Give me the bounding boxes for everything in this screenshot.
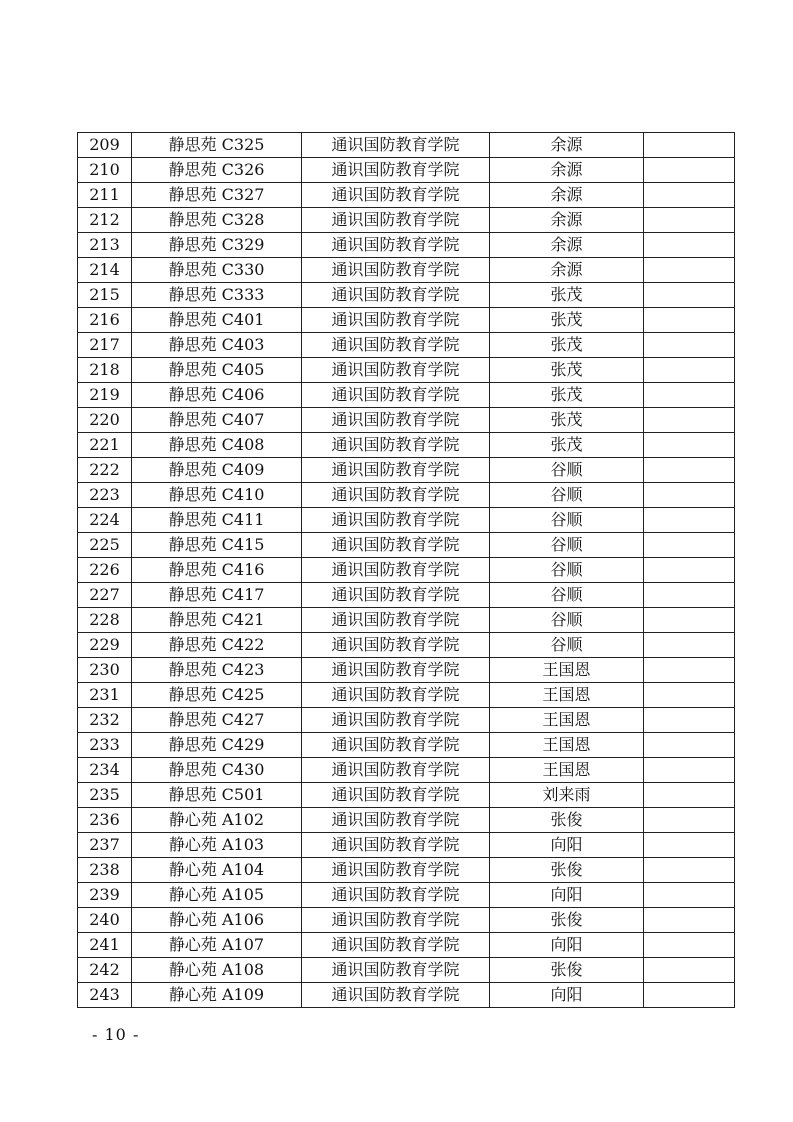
table-row: [78, 658, 735, 683]
person-cell: 张俊: [490, 858, 644, 883]
table-row: [78, 883, 735, 908]
room-cell: 静思苑 C333: [132, 283, 302, 308]
college-cell: 通识国防教育学院: [302, 308, 490, 333]
row-number-cell: 237: [78, 833, 132, 858]
row-number-cell: 233: [78, 733, 132, 758]
room-cell: 静思苑 C407: [132, 408, 302, 433]
row-number-cell: 241: [78, 933, 132, 958]
table-row: [78, 333, 735, 358]
college-cell: 通识国防教育学院: [302, 333, 490, 358]
table-row: [78, 133, 735, 158]
room-cell: 静思苑 C408: [132, 433, 302, 458]
note-cell: [644, 733, 735, 758]
table-row: [78, 433, 735, 458]
person-cell: 张茂: [490, 333, 644, 358]
row-number-cell: 223: [78, 483, 132, 508]
row-number-cell: 213: [78, 233, 132, 258]
college-cell: 通识国防教育学院: [302, 883, 490, 908]
row-number-cell: 228: [78, 608, 132, 633]
note-cell: [644, 208, 735, 233]
note-cell: [644, 908, 735, 933]
room-cell: 静思苑 C327: [132, 183, 302, 208]
note-cell: [644, 283, 735, 308]
table-row: [78, 283, 735, 308]
row-number-cell: 222: [78, 458, 132, 483]
note-cell: [644, 408, 735, 433]
college-cell: 通识国防教育学院: [302, 733, 490, 758]
row-number-cell: 235: [78, 783, 132, 808]
note-cell: [644, 183, 735, 208]
room-cell: 静思苑 C401: [132, 308, 302, 333]
college-cell: 通识国防教育学院: [302, 483, 490, 508]
college-cell: 通识国防教育学院: [302, 508, 490, 533]
college-cell: 通识国防教育学院: [302, 958, 490, 983]
person-cell: 王国恩: [490, 733, 644, 758]
row-number-cell: 211: [78, 183, 132, 208]
row-number-cell: 209: [78, 133, 132, 158]
room-cell: 静心苑 A106: [132, 908, 302, 933]
row-number-cell: 234: [78, 758, 132, 783]
college-cell: 通识国防教育学院: [302, 183, 490, 208]
table-row: [78, 583, 735, 608]
room-cell: 静思苑 C325: [132, 133, 302, 158]
table-row: [78, 258, 735, 283]
room-cell: 静心苑 A103: [132, 833, 302, 858]
room-cell: 静心苑 A104: [132, 858, 302, 883]
note-cell: [644, 633, 735, 658]
room-cell: 静思苑 C423: [132, 658, 302, 683]
note-cell: [644, 683, 735, 708]
room-cell: 静思苑 C405: [132, 358, 302, 383]
room-cell: 静心苑 A109: [132, 983, 302, 1008]
room-cell: 静心苑 A107: [132, 933, 302, 958]
table-row: [78, 908, 735, 933]
room-cell: 静思苑 C329: [132, 233, 302, 258]
row-number-cell: 219: [78, 383, 132, 408]
row-number-cell: 240: [78, 908, 132, 933]
table-row: [78, 308, 735, 333]
room-cell: 静思苑 C425: [132, 683, 302, 708]
row-number-cell: 216: [78, 308, 132, 333]
table-row: [78, 933, 735, 958]
person-cell: 谷顺: [490, 558, 644, 583]
table-row: [78, 458, 735, 483]
college-cell: 通识国防教育学院: [302, 358, 490, 383]
table-row: [78, 858, 735, 883]
college-cell: 通识国防教育学院: [302, 608, 490, 633]
table-body: [78, 133, 735, 1008]
person-cell: 谷顺: [490, 608, 644, 633]
room-cell: 静思苑 C328: [132, 208, 302, 233]
person-cell: 王国恩: [490, 683, 644, 708]
college-cell: 通识国防教育学院: [302, 283, 490, 308]
note-cell: [644, 358, 735, 383]
college-cell: 通识国防教育学院: [302, 908, 490, 933]
person-cell: 王国恩: [490, 758, 644, 783]
page-number: - 10 -: [92, 1025, 140, 1044]
college-cell: 通识国防教育学院: [302, 258, 490, 283]
note-cell: [644, 308, 735, 333]
note-cell: [644, 233, 735, 258]
college-cell: 通识国防教育学院: [302, 533, 490, 558]
college-cell: 通识国防教育学院: [302, 833, 490, 858]
college-cell: 通识国防教育学院: [302, 458, 490, 483]
person-cell: 余源: [490, 158, 644, 183]
person-cell: 向阳: [490, 883, 644, 908]
note-cell: [644, 333, 735, 358]
table-row: [78, 783, 735, 808]
room-cell: 静心苑 A105: [132, 883, 302, 908]
room-cell: 静心苑 A108: [132, 958, 302, 983]
room-cell: 静思苑 C406: [132, 383, 302, 408]
person-cell: 张俊: [490, 958, 644, 983]
college-cell: 通识国防教育学院: [302, 708, 490, 733]
note-cell: [644, 483, 735, 508]
person-cell: 余源: [490, 258, 644, 283]
note-cell: [644, 808, 735, 833]
college-cell: 通识国防教育学院: [302, 133, 490, 158]
note-cell: [644, 258, 735, 283]
row-number-cell: 232: [78, 708, 132, 733]
table-row: [78, 183, 735, 208]
college-cell: 通识国防教育学院: [302, 233, 490, 258]
room-cell: 静思苑 C417: [132, 583, 302, 608]
room-cell: 静思苑 C326: [132, 158, 302, 183]
college-cell: 通识国防教育学院: [302, 858, 490, 883]
room-cell: 静思苑 C501: [132, 783, 302, 808]
table-row: [78, 758, 735, 783]
row-number-cell: 236: [78, 808, 132, 833]
person-cell: 张茂: [490, 383, 644, 408]
table-row: [78, 833, 735, 858]
table-row: [78, 158, 735, 183]
row-number-cell: 225: [78, 533, 132, 558]
note-cell: [644, 833, 735, 858]
person-cell: 向阳: [490, 983, 644, 1008]
person-cell: 余源: [490, 183, 644, 208]
table-row: [78, 483, 735, 508]
person-cell: 王国恩: [490, 708, 644, 733]
table-row: [78, 683, 735, 708]
person-cell: 谷顺: [490, 633, 644, 658]
row-number-cell: 226: [78, 558, 132, 583]
row-number-cell: 242: [78, 958, 132, 983]
college-cell: 通识国防教育学院: [302, 808, 490, 833]
row-number-cell: 212: [78, 208, 132, 233]
row-number-cell: 243: [78, 983, 132, 1008]
college-cell: 通识国防教育学院: [302, 933, 490, 958]
row-number-cell: 210: [78, 158, 132, 183]
table-row: [78, 983, 735, 1008]
person-cell: 张茂: [490, 358, 644, 383]
person-cell: 张茂: [490, 408, 644, 433]
room-cell: 静思苑 C409: [132, 458, 302, 483]
college-cell: 通识国防教育学院: [302, 408, 490, 433]
row-number-cell: 218: [78, 358, 132, 383]
table-row: [78, 233, 735, 258]
table-row: [78, 733, 735, 758]
table-row: [78, 958, 735, 983]
row-number-cell: 231: [78, 683, 132, 708]
note-cell: [644, 383, 735, 408]
table-row: [78, 533, 735, 558]
row-number-cell: 238: [78, 858, 132, 883]
note-cell: [644, 458, 735, 483]
room-cell: 静思苑 C421: [132, 608, 302, 633]
person-cell: 向阳: [490, 833, 644, 858]
college-cell: 通识国防教育学院: [302, 583, 490, 608]
person-cell: 向阳: [490, 933, 644, 958]
college-cell: 通识国防教育学院: [302, 208, 490, 233]
person-cell: 余源: [490, 208, 644, 233]
college-cell: 通识国防教育学院: [302, 383, 490, 408]
room-cell: 静心苑 A102: [132, 808, 302, 833]
room-cell: 静思苑 C403: [132, 333, 302, 358]
person-cell: 谷顺: [490, 583, 644, 608]
note-cell: [644, 933, 735, 958]
person-cell: 余源: [490, 133, 644, 158]
college-cell: 通识国防教育学院: [302, 558, 490, 583]
room-cell: 静思苑 C410: [132, 483, 302, 508]
person-cell: 谷顺: [490, 483, 644, 508]
table-row: [78, 708, 735, 733]
person-cell: 张俊: [490, 808, 644, 833]
person-cell: 余源: [490, 233, 644, 258]
table-row: [78, 633, 735, 658]
person-cell: 张俊: [490, 908, 644, 933]
dormitory-table: [77, 132, 735, 1008]
note-cell: [644, 583, 735, 608]
table-row: [78, 383, 735, 408]
note-cell: [644, 158, 735, 183]
person-cell: 张茂: [490, 308, 644, 333]
table-row: [78, 808, 735, 833]
room-cell: 静思苑 C416: [132, 558, 302, 583]
person-cell: 刘来雨: [490, 783, 644, 808]
room-cell: 静思苑 C430: [132, 758, 302, 783]
row-number-cell: 227: [78, 583, 132, 608]
table-row: [78, 558, 735, 583]
note-cell: [644, 858, 735, 883]
note-cell: [644, 983, 735, 1008]
row-number-cell: 230: [78, 658, 132, 683]
row-number-cell: 214: [78, 258, 132, 283]
table-row: [78, 608, 735, 633]
row-number-cell: 239: [78, 883, 132, 908]
row-number-cell: 221: [78, 433, 132, 458]
table-row: [78, 208, 735, 233]
table-row: [78, 508, 735, 533]
college-cell: 通识国防教育学院: [302, 433, 490, 458]
row-number-cell: 217: [78, 333, 132, 358]
row-number-cell: 224: [78, 508, 132, 533]
college-cell: 通识国防教育学院: [302, 633, 490, 658]
note-cell: [644, 708, 735, 733]
row-number-cell: 215: [78, 283, 132, 308]
note-cell: [644, 758, 735, 783]
person-cell: 谷顺: [490, 458, 644, 483]
person-cell: 张茂: [490, 283, 644, 308]
note-cell: [644, 883, 735, 908]
note-cell: [644, 958, 735, 983]
note-cell: [644, 558, 735, 583]
note-cell: [644, 533, 735, 558]
room-cell: 静思苑 C330: [132, 258, 302, 283]
room-cell: 静思苑 C429: [132, 733, 302, 758]
table-row: [78, 358, 735, 383]
room-cell: 静思苑 C415: [132, 533, 302, 558]
room-cell: 静思苑 C422: [132, 633, 302, 658]
note-cell: [644, 608, 735, 633]
college-cell: 通识国防教育学院: [302, 783, 490, 808]
person-cell: 谷顺: [490, 533, 644, 558]
room-cell: 静思苑 C427: [132, 708, 302, 733]
note-cell: [644, 508, 735, 533]
person-cell: 张茂: [490, 433, 644, 458]
college-cell: 通识国防教育学院: [302, 758, 490, 783]
college-cell: 通识国防教育学院: [302, 983, 490, 1008]
person-cell: 谷顺: [490, 508, 644, 533]
row-number-cell: 220: [78, 408, 132, 433]
note-cell: [644, 133, 735, 158]
college-cell: 通识国防教育学院: [302, 683, 490, 708]
college-cell: 通识国防教育学院: [302, 158, 490, 183]
college-cell: 通识国防教育学院: [302, 658, 490, 683]
person-cell: 王国恩: [490, 658, 644, 683]
note-cell: [644, 658, 735, 683]
note-cell: [644, 783, 735, 808]
row-number-cell: 229: [78, 633, 132, 658]
table-row: [78, 408, 735, 433]
room-cell: 静思苑 C411: [132, 508, 302, 533]
note-cell: [644, 433, 735, 458]
